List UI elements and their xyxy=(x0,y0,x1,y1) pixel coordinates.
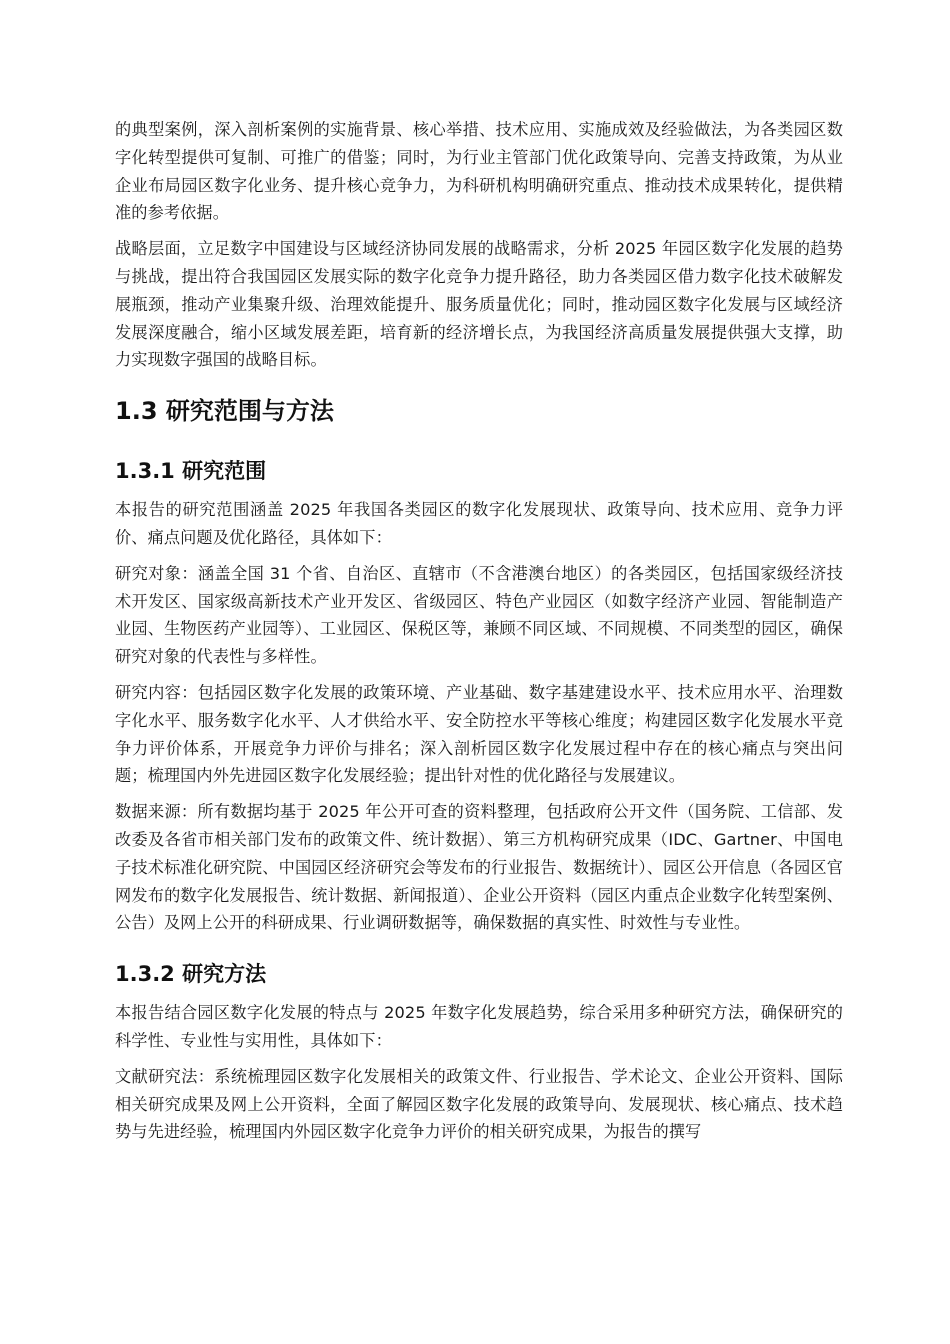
paragraph-data-sources: 数据来源：所有数据均基于 2025 年公开可查的资料整理，包括政府公开文件（国务院、工信部、发改委及各省市相关部门发布的政策文件、统计数据）、第三方机构研究成果（IDC、Gartner、中国电子技术标准化研究院、中国园区经济研究会等发布的行业报告、数据统计）、园区公开信息（各园区官网发布的数字化发展报告、统计数据、新闻报道）、企业公开资料（园区内重点企业数字化转型案例、公告）及网上公开的科研成果、行业调研数据等，确保数据的真实性、时效性与专业性。 xyxy=(115,802,843,933)
paragraph-strategy: 战略层面，立足数字中国建设与区域经济协同发展的战略需求，分析 2025 年园区数字化发展的趋势与挑战，提出符合我国园区发展实际的数字化竞争力提升路径，助力各类园区借力数字化技术破解发展瓶颈，推动产业集聚升级、治理效能提升、服务质量优化；同时，推动园区数字化发展与区域经济发展深度融合，缩小区域发展差距，培育新的经济增长点，为我国经济高质量发展提供强大支撑，助力实现数字强国的战略目标。 xyxy=(115,239,843,370)
paragraph-literature-method: 文献研究法：系统梳理园区数字化发展相关的政策文件、行业报告、学术论文、企业公开资料、国际相关研究成果及网上公开资料，全面了解园区数字化发展的政策导向、发展现状、核心痛点、技术趋势与先进经验，梳理国内外园区数字化竞争力评价的相关研究成果，为报告的撰写 xyxy=(115,1066,843,1142)
paragraph-intro-continued: 的典型案例，深入剖析案例的实施背景、核心举措、技术应用、实施成效及经验做法，为各类园区数字化转型提供可复制、可推广的借鉴；同时，为行业主管部门优化政策导向、完善支持政策，为从业企业布局园区数字化业务、提升核心竞争力，为科研机构明确研究重点、推动技术成果转化，提供精准的参考依据。 xyxy=(115,120,843,223)
section-heading-1-3: 1.3 研究范围与方法 xyxy=(115,397,334,426)
section-heading-1-3-2: 1.3.2 研究方法 xyxy=(115,962,267,987)
paragraph-scope-lead: 本报告的研究范围涵盖 2025 年我国各类园区的数字化发展现状、政策导向、技术应用、竞争力评价、痛点问题及优化路径，具体如下： xyxy=(115,500,843,547)
paragraph-research-objects: 研究对象：涵盖全国 31 个省、自治区、直辖市（不含港澳台地区）的各类园区，包括国家级经济技术开发区、国家级高新技术产业开发区、省级园区、特色产业园区（如数字经济产业园、智能制造产业园、生物医药产业园等）、工业园区、保税区等，兼顾不同区域、不同规模、不同类型的园区，确保研究对象的代表性与多样性。 xyxy=(115,563,843,667)
document-page xyxy=(115,116,843,1146)
paragraph-research-content: 研究内容：包括园区数字化发展的政策环境、产业基础、数字基建建设水平、技术应用水平、治理数字化水平、服务数字化水平、人才供给水平、安全防控水平等核心维度；构建园区数字化发展水平竞争力评价体系，开展竞争力评价与排名；深入剖析园区数字化发展过程中存在的核心痛点与突出问题；梳理国内外先进园区数字化发展经验；提出针对性的优化路径与发展建议。 xyxy=(115,682,843,786)
section-heading-1-3-1: 1.3.1 研究范围 xyxy=(115,459,267,484)
paragraph-methods-lead: 本报告结合园区数字化发展的特点与 2025 年数字化发展趋势，综合采用多种研究方法，确保研究的科学性、专业性与实用性，具体如下： xyxy=(115,1003,843,1050)
